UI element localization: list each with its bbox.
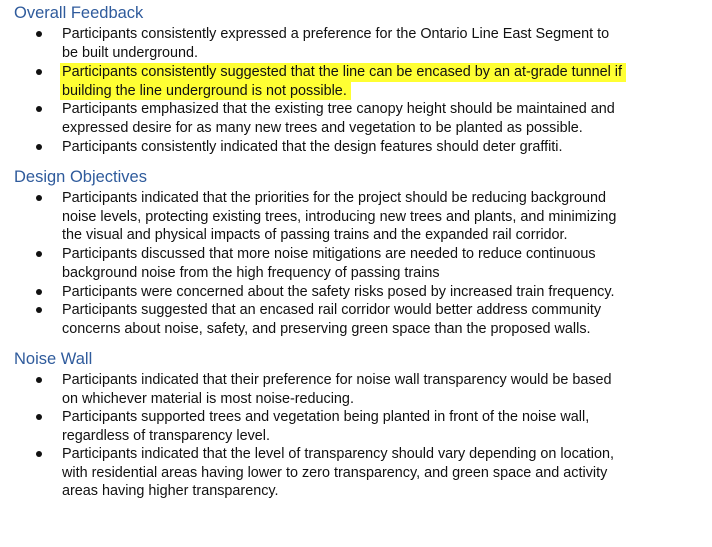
section-heading-design-objectives: Design Objectives xyxy=(14,168,147,186)
list-item-text: Participants emphasized that the existing tree canopy height should be maintained and expressed desire for as many new trees and vegetation to be planted as possible. xyxy=(62,101,615,136)
highlighted-text: Participants consistently suggested that the line can be encased by an at-grade tunnel if xyxy=(60,63,626,82)
list-item-text: Participants were concerned about the safety risks posed by increased train frequency. xyxy=(62,284,615,300)
highlighted-text: building the line underground is not possible. xyxy=(60,82,351,101)
list-item-text: Participants supported trees and vegetation being planted in front of the noise wall, regardless of transparency level. xyxy=(62,409,590,444)
bullet-icon xyxy=(36,289,42,295)
bullet-icon xyxy=(36,195,42,201)
section-heading-overall-feedback: Overall Feedback xyxy=(14,4,144,22)
bullet-icon xyxy=(36,307,42,313)
bullet-icon xyxy=(36,414,42,420)
list-item-text: Participants suggested that an encased rail corridor would better address community concerns about noise, safety, and preserving green space than the proposed walls. xyxy=(62,302,602,337)
list-item-text: Participants indicated that their preference for noise wall transparency would be based on whichever material is most noise-reducing. xyxy=(62,372,612,407)
list-item-text: Participants indicated that the priorities for the project should be reducing background noise levels, protecting existing trees, introducing new trees and plants, and minimizing the visual and physical impacts of passing trains and the expanded rail corridor. xyxy=(62,190,617,243)
list-item-text xyxy=(62,63,662,100)
bullet-icon xyxy=(36,144,42,150)
list-item-text: Participants consistently expressed a preference for the Ontario Line East Segment to be built underground. xyxy=(62,26,610,61)
section-heading-noise-wall: Noise Wall xyxy=(14,350,93,368)
list-item-text: Participants indicated that the level of transparency should vary depending on location, with residential areas having lower to zero transparency, and green space and activity areas having higher transparency. xyxy=(62,446,614,499)
bullet-icon xyxy=(36,69,42,75)
bullet-icon xyxy=(36,377,42,383)
list-item-text: Participants discussed that more noise mitigations are needed to reduce continuous background noise from the high frequency of passing trains xyxy=(62,246,596,281)
list-item-text: Participants consistently indicated that the design features should deter graffiti. xyxy=(62,139,563,155)
bullet-icon xyxy=(36,251,42,257)
bullet-icon xyxy=(36,451,42,457)
bullet-icon xyxy=(36,31,42,37)
bullet-icon xyxy=(36,106,42,112)
